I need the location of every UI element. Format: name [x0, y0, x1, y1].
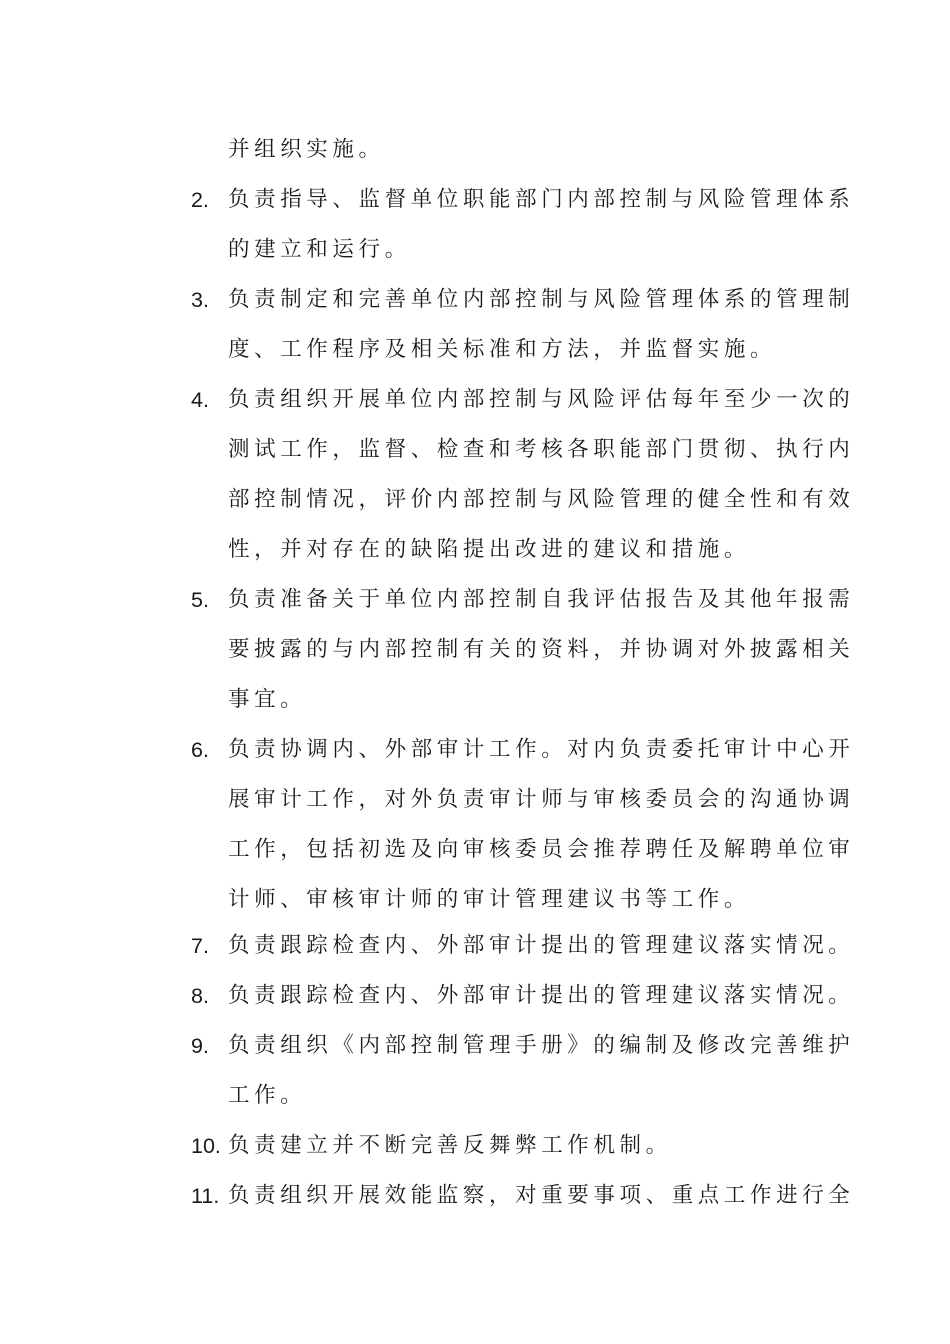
list-item-line: 负责建立并不断完善反舞弊工作机制。	[228, 1133, 672, 1158]
list-item-line: 性，并对存在的缺陷提出改进的建议和措施。	[228, 537, 751, 562]
list-item-number: 10.	[191, 1134, 221, 1158]
list-item-number: 8.	[191, 984, 209, 1008]
list-item-number: 6.	[191, 738, 209, 762]
list-item-line: 负责准备关于单位内部控制自我评估报告及其他年报需	[228, 587, 855, 612]
list-item-line: 部控制情况，评价内部控制与风险管理的健全性和有效	[228, 487, 855, 512]
list-item-line: 展审计工作，对外负责审计师与审核委员会的沟通协调	[228, 787, 855, 812]
list-item-number: 2.	[191, 188, 209, 212]
list-item-line: 要披露的与内部控制有关的资料，并协调对外披露相关	[228, 637, 855, 662]
list-item-line: 工作，包括初选及向审核委员会推荐聘任及解聘单位审	[228, 837, 855, 862]
list-item-number: 9.	[191, 1034, 209, 1058]
list-item-line: 测试工作，监督、检查和考核各职能部门贯彻、执行内	[228, 437, 855, 462]
list-item-line: 度、工作程序及相关标准和方法，并监督实施。	[228, 337, 777, 362]
list-item-line: 负责组织开展效能监察，对重要事项、重点工作进行全	[228, 1183, 855, 1208]
list-item-line: 工作。	[228, 1083, 307, 1108]
list-item-line: 负责协调内、外部审计工作。对内负责委托审计中心开	[228, 737, 855, 762]
list-item-line: 负责组织《内部控制管理手册》的编制及修改完善维护	[228, 1033, 855, 1058]
list-item-line: 负责组织开展单位内部控制与风险评估每年至少一次的	[228, 387, 855, 412]
list-item-line: 的建立和运行。	[228, 237, 411, 262]
list-item-number: 11.	[191, 1184, 220, 1208]
list-item-line: 负责指导、监督单位职能部门内部控制与风险管理体系	[228, 187, 855, 212]
list-item-line: 负责跟踪检查内、外部审计提出的管理建议落实情况。	[228, 983, 855, 1008]
list-item-number: 7.	[191, 934, 209, 958]
lead-line: 并组织实施。	[228, 137, 385, 162]
list-item-line: 负责制定和完善单位内部控制与风险管理体系的管理制	[228, 287, 855, 312]
list-item-number: 5.	[191, 588, 209, 612]
list-item-line: 事宜。	[228, 687, 307, 712]
list-item-number: 3.	[191, 288, 209, 312]
list-item-line: 负责跟踪检查内、外部审计提出的管理建议落实情况。	[228, 933, 855, 958]
list-item-line: 计师、审核审计师的审计管理建议书等工作。	[228, 887, 751, 912]
list-item-number: 4.	[191, 388, 209, 412]
